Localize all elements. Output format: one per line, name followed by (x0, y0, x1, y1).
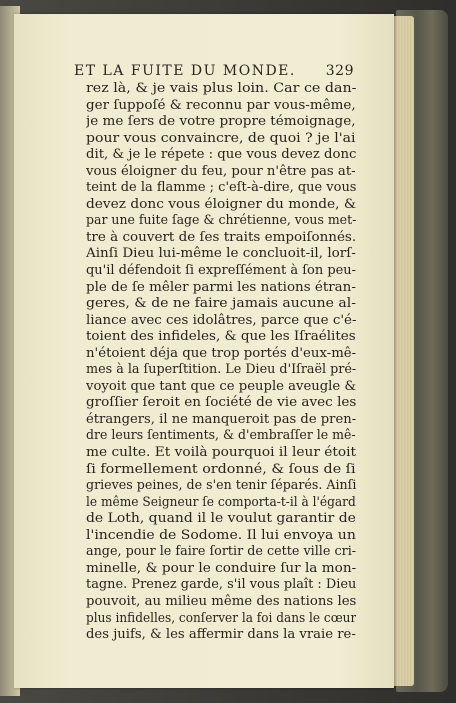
text-line: me culte. Et voilà pourquoi il leur étoit (86, 444, 356, 460)
body-text (86, 80, 356, 643)
text-line: qu'il défendoit ſi expreſſément à ſon peu- (86, 262, 356, 278)
text-line: voyoit que tant que ce peuple aveugle & (86, 377, 356, 393)
page-edges (392, 16, 414, 686)
text-line: ple de ſe mêler parmi les nations étran- (86, 278, 356, 294)
text-line: plus infidelles, conſerver la foi dans le cœur (86, 609, 356, 625)
text-line: dit, & je le répete : que vous devez donc (86, 146, 356, 162)
text-line: pour vous convaincre, de quoi ? je l'ai (86, 129, 356, 145)
text-line: Ainſi Dieu lui-même le concluoit-il, lorſ- (86, 245, 356, 261)
text-line: n'étoient déja que trop portés d'eux-mê- (86, 344, 356, 360)
text-line: geres, & de ne faire jamais aucune al- (86, 295, 356, 311)
text-line: étrangers, il ne manqueroit pas de pren- (86, 410, 356, 426)
text-line: toient des infideles, & que les Iſraélites (86, 328, 356, 344)
text-line: tre à couvert de ſes traits empoiſonnés. (86, 228, 356, 244)
text-line: pouvoit, au milieu même des nations les (86, 592, 356, 608)
text-line: liance avec ces idolâtres, parce que c'é- (86, 311, 356, 327)
text-line: groſſier ſeroit en ſociété de vie avec les (86, 394, 356, 410)
text-line: par une fuite ſage & chrétienne, vous met- (86, 212, 356, 228)
text-line: devez donc vous éloigner du monde, & (86, 195, 356, 211)
text-line: mes à la ſuperſtition. Le Dieu d'Iſraël pré- (86, 361, 356, 377)
text-line: de Loth, quand il le voulut garantir de (86, 510, 356, 526)
text-line: grieves peines, de s'en tenir ſéparés. Ainſi (86, 477, 356, 493)
text-line: dre leurs ſentiments, & d'embraſſer le mê- (86, 427, 356, 443)
text-line: ſi formellement ordonné, & ſous de ſi (86, 460, 356, 476)
text-line: des juifs, & les affermir dans la vraie re- (86, 626, 356, 642)
text-line: ger ſuppoſé & reconnu par vous-même, (86, 96, 356, 112)
text-line: minelle, & pour le conduire ſur la mon- (86, 559, 356, 575)
text-line: ange, pour le faire ſortir de cette ville cri- (86, 543, 356, 559)
running-title: ET LA FUITE DU MONDE. (74, 63, 296, 79)
page-number: 329 (325, 63, 354, 79)
text-line: rez là, & je vais plus loin. Car ce dan- (86, 80, 356, 95)
text-line: je me ſers de votre propre témoignage, (86, 113, 356, 129)
text-line: vous éloigner du feu, pour n'être pas at- (86, 162, 356, 178)
text-line: l'incendie de Sodome. Il lui envoya un (86, 526, 356, 542)
text-line: le même Seigneur ſe comporta-t-il à l'égard (86, 493, 356, 509)
text-line: teint de la flamme ; c'eſt-à-dire, que vous (86, 179, 356, 195)
text-line: tagne. Prenez garde, s'il vous plaît : Dieu (86, 576, 356, 592)
